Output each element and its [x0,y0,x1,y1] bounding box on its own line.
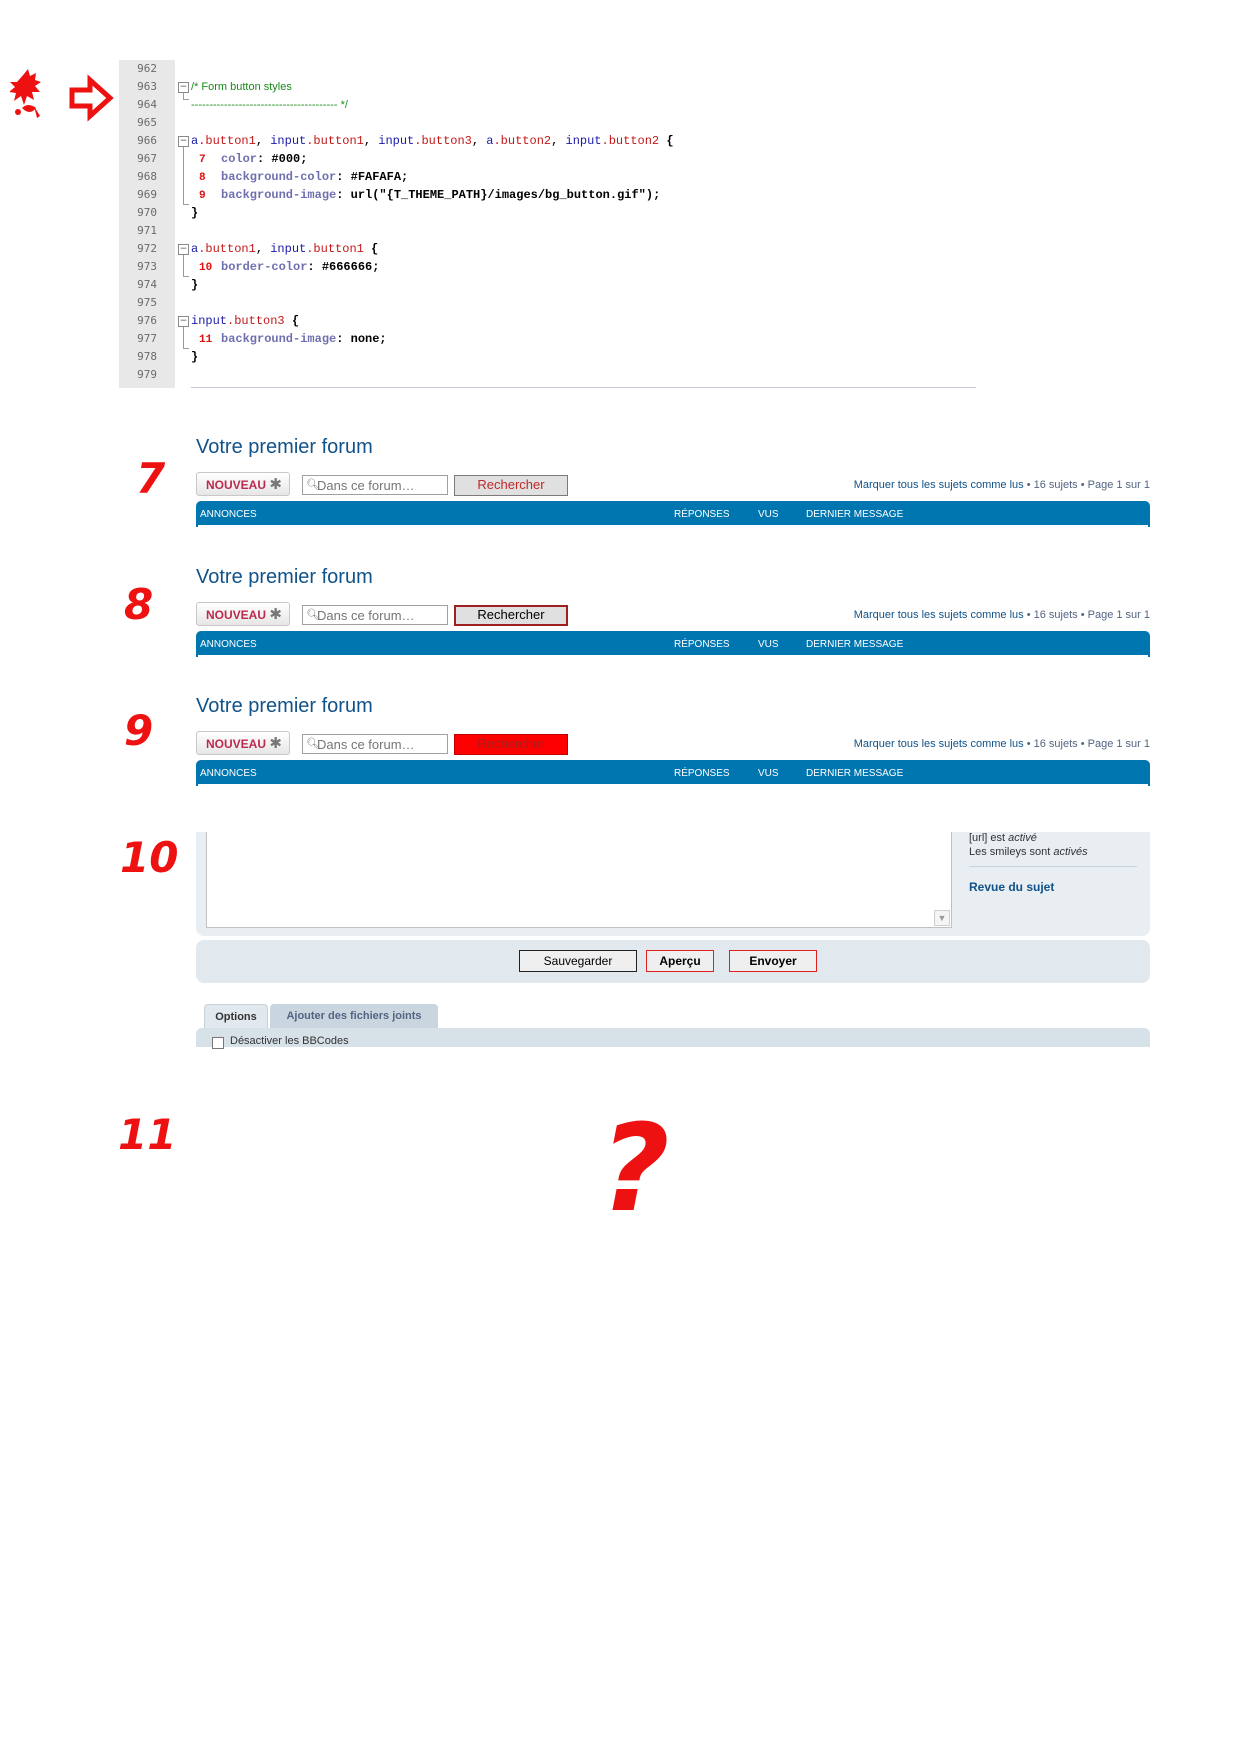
send-button[interactable]: Envoyer [729,950,817,972]
pagination-info [854,738,1150,750]
code-token: : url("{T_THEME_PATH}/images/bg_button.gif"); [336,188,661,202]
topic-count: 16 sujets [1033,479,1078,491]
annotation-number-7: 7 [136,454,166,503]
code-token: background-image [221,332,337,346]
code-line [191,258,379,276]
column-last-post: DERNIER MESSAGE [806,639,904,650]
code-token: ---------------------------------------- */ [191,99,348,111]
fold-toggle-icon[interactable]: − [179,82,188,92]
annotation-number-11: 11 [118,1110,177,1159]
search-button[interactable]: Rechercher [454,734,568,755]
asterisk-icon: ✱ [269,735,282,752]
code-token: , [255,242,271,256]
search-icon: 🔍︎ [306,738,320,750]
line-number: 972 [137,242,157,255]
code-line [191,240,378,258]
mark-topics-read-link[interactable]: Marquer tous les sujets comme lus [853,738,1024,750]
code-token: { [659,134,674,148]
annotation-marker: 9 [199,190,206,202]
code-token: .button1 [198,242,256,256]
annotation-marker: 10 [199,262,213,274]
code-token: { [363,242,379,256]
forum-title[interactable]: Votre premier forum [196,695,373,717]
disable-bbcode-checkbox[interactable] [212,1037,224,1049]
code-editor [119,60,976,388]
line-number: 978 [137,350,157,363]
posting-form [196,832,1150,1047]
pagination-info [854,609,1150,621]
code-token: input [378,134,415,148]
code-token: } [191,350,199,364]
line-number: 968 [137,170,157,183]
message-textarea[interactable] [206,832,952,928]
line-number: 975 [137,296,157,309]
column-views: VUS [758,639,779,650]
search-input[interactable] [317,735,445,753]
annotation-number-9: 9 [124,706,154,755]
code-token: , [255,134,271,148]
code-token: input [565,134,602,148]
tab-attachments[interactable]: Ajouter des fichiers joints [270,1004,438,1028]
code-token: input [270,242,307,256]
line-number: 977 [137,332,157,345]
forum-title[interactable]: Votre premier forum [196,566,373,588]
code-token: .button1 [306,134,364,148]
page-indicator: Page 1 sur 1 [1087,479,1150,491]
code-token: { [284,314,300,328]
column-views: VUS [758,509,779,520]
code-token: a [191,242,199,256]
code-token: .button2 [493,134,552,148]
column-announces: ANNONCES [200,639,257,650]
asterisk-icon: ✱ [269,606,282,623]
code-line [191,204,198,222]
separator: • [1023,609,1034,621]
annotation-marker: 7 [199,154,206,166]
code-token: .button3 [414,134,472,148]
forum-search-box[interactable] [302,734,448,754]
search-icon: 🔍︎ [306,479,320,491]
divider [969,866,1137,867]
code-line [191,348,198,366]
topic-list-edge [196,525,1150,527]
separator: • [1023,479,1034,491]
preview-button[interactable]: Aperçu [646,950,714,972]
line-number: 966 [137,134,157,147]
separator: • [1023,738,1034,750]
code-token: .button2 [601,134,660,148]
fold-toggle-icon[interactable]: − [179,136,188,146]
line-number: 967 [137,152,157,165]
forum-search-box[interactable] [302,475,448,495]
forum-preview [196,695,1150,805]
question-mark-annotation: ? [600,1100,670,1239]
topic-list-header [196,760,1150,784]
topic-list-edge [196,655,1150,657]
forum-search-box[interactable] [302,605,448,625]
code-token: color [221,152,258,166]
search-icon: 🔍︎ [306,609,320,621]
asterisk-icon: ✱ [269,476,282,493]
new-topic-button[interactable] [196,472,290,496]
code-line [191,96,348,114]
fold-guide [183,99,189,100]
smileys-status-label: Les smileys sont [969,846,1054,858]
code-token: input [270,134,307,148]
code-token: , [471,134,487,148]
search-button[interactable]: Rechercher [454,475,568,496]
code-token: : #000; [257,152,308,166]
code-line [191,132,674,150]
column-last-post: DERNIER MESSAGE [806,509,904,520]
topic-count: 16 sujets [1033,609,1078,621]
code-line [191,186,660,204]
code-token: , [551,134,566,148]
line-number-gutter [119,60,175,388]
arrow-right-icon [72,80,110,116]
fold-toggle-icon[interactable]: − [179,244,188,254]
line-number: 979 [137,368,157,381]
code-token: .button1 [306,242,364,256]
fold-guide [183,348,189,349]
line-number: 963 [137,80,157,93]
annotation-number-10: 10 [120,833,179,882]
mark-topics-read-link[interactable]: Marquer tous les sujets comme lus [853,609,1024,621]
fold-guide [183,147,184,204]
code-token: : none; [336,332,387,346]
separator: • [1077,609,1088,621]
column-views: VUS [758,768,779,779]
url-status-value: activé [1008,832,1037,844]
line-number: 969 [137,188,157,201]
code-token: input [191,314,228,328]
pagination-info [854,479,1150,491]
annotation-marker: 11 [199,334,213,346]
column-replies: RÉPONSES [674,768,730,779]
code-token: } [191,278,199,292]
topic-list-edge [196,784,1150,786]
code-line [191,168,408,186]
code-token: background-color [221,170,337,184]
search-input[interactable] [317,476,445,494]
code-token: a [486,134,494,148]
code-token: , [363,134,379,148]
devil-mascot-icon [10,68,114,126]
new-topic-button[interactable] [196,602,290,626]
fold-guide [183,255,184,276]
code-line [191,330,387,348]
forum-preview [196,436,1150,546]
line-number: 964 [137,98,157,111]
line-number: 970 [137,206,157,219]
fold-guide [183,276,189,277]
code-token: .button3 [227,314,285,328]
search-input[interactable] [317,606,445,624]
code-line [191,150,307,168]
new-topic-button[interactable] [196,731,290,755]
smileys-status-value: activés [1053,846,1088,858]
code-token: a [191,134,199,148]
column-announces: ANNONCES [200,509,257,520]
line-number: 965 [137,116,157,129]
code-token: border-color [221,260,308,274]
save-button[interactable]: Sauvegarder [519,950,637,972]
line-number: 974 [137,278,157,291]
url-status-label: [url] est [969,832,1009,844]
line-number: 973 [137,260,157,273]
page-indicator: Page 1 sur 1 [1087,609,1150,621]
scroll-down-arrow-icon[interactable]: ▼ [934,910,950,926]
line-number: 971 [137,224,157,237]
line-number: 962 [137,62,157,75]
column-last-post: DERNIER MESSAGE [806,768,904,779]
new-topic-label: NOUVEAU [206,737,267,751]
code-line [191,276,198,294]
annotation-marker: 8 [199,172,206,184]
separator: • [1077,479,1088,491]
line-number: 976 [137,314,157,327]
disable-bbcode-label: Désactiver les BBCodes [230,1035,349,1047]
fold-guide [183,327,184,348]
annotation-number-8: 8 [124,580,154,629]
topic-review-link[interactable]: Revue du sujet [969,880,1055,894]
page-indicator: Page 1 sur 1 [1087,738,1150,750]
mark-topics-read-link[interactable]: Marquer tous les sujets comme lus [853,479,1024,491]
tab-options[interactable]: Options [204,1004,268,1029]
new-topic-label: NOUVEAU [206,478,267,492]
topic-list-header [196,631,1150,655]
topic-count: 16 sujets [1033,738,1078,750]
code-line [191,312,299,330]
forum-preview [196,566,1150,676]
column-replies: RÉPONSES [674,509,730,520]
code-token: background-image [221,188,337,202]
new-topic-label: NOUVEAU [206,608,267,622]
code-token: : #FAFAFA; [336,170,409,184]
fold-guide [183,204,189,205]
column-replies: RÉPONSES [674,639,730,650]
fold-toggle-icon[interactable]: − [179,316,188,326]
code-token: .button1 [198,134,256,148]
code-token: /* Form button styles [191,81,292,93]
separator: • [1077,738,1088,750]
topic-list-header [196,501,1150,525]
editor-divider [191,387,976,388]
search-button[interactable]: Rechercher [454,605,568,626]
code-line [191,78,292,96]
forum-title[interactable]: Votre premier forum [196,436,373,458]
column-announces: ANNONCES [200,768,257,779]
code-token: } [191,206,199,220]
code-token: : #666666; [307,260,380,274]
